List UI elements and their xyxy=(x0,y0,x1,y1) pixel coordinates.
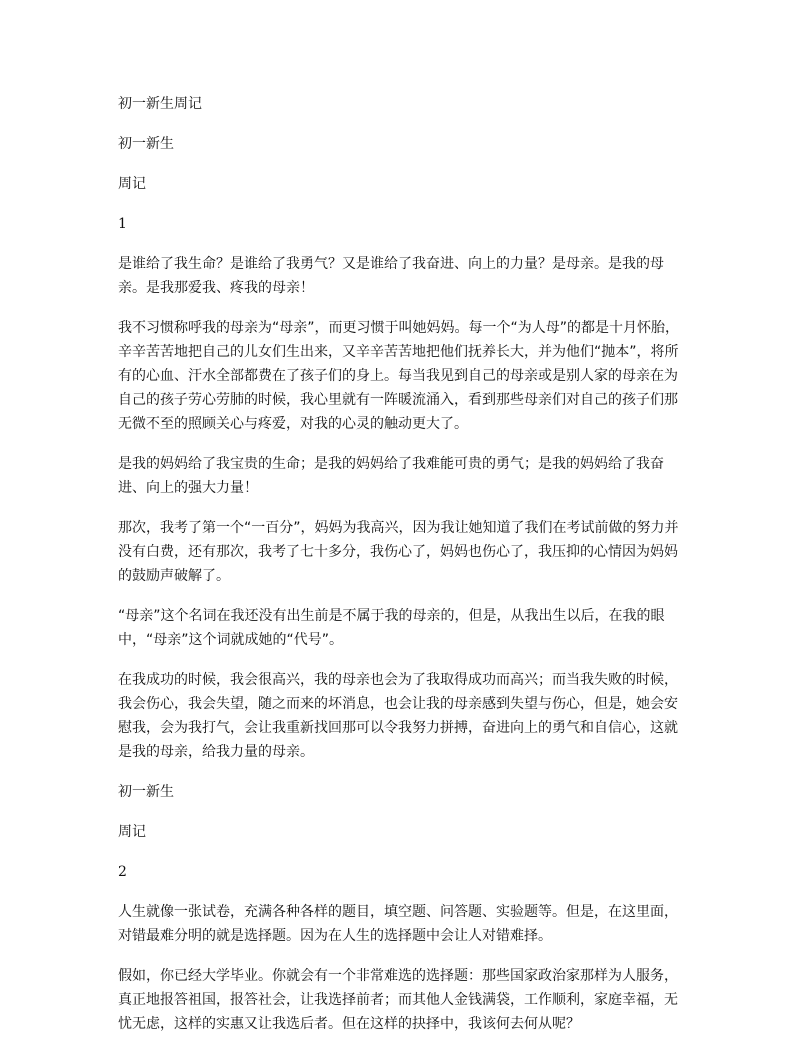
paragraph-2: 我不习惯称呼我的母亲为“母亲”，而更习惯于叫她妈妈。每一个“为人母”的都是十月怀胎，辛辛苦苦地把自己的儿女们生出来，又辛辛苦苦地把他们抚养长大，并为他们“抛本”，将所有的心血、汗水全部都费在了孩子们的身上。每当我见到自己的母亲或是别人家的母亲在为自己的孩子劳心劳肺的时候，我心里就有一阵暖流涌入，看到那些母亲们对自己的孩子们那无微不至的照顾关心与疼爱，对我的心灵的触动更大了。 xyxy=(118,320,680,432)
document-title: 初一新生周记 xyxy=(118,96,202,112)
paragraph-5: “母亲”这个名词在我还没有出生前是不属于我的母亲的，但是，从我出生以后，在我的眼中，“母亲”这个词就成她的“代号”。 xyxy=(118,608,665,648)
paragraph-8: 假如，你已经大学毕业。你就会有一个非常难选的选择题：那些国家政治家那样为人服务，真正地报答祖国，报答社会，让我选择前者；而其他人金钱满袋，工作顺利，家庭幸福，无忧无虑，这样的实惠又让我选后者。但在这样的抉择中，我该何去何从呢？ xyxy=(118,968,678,1032)
section-number-2: 2 xyxy=(118,864,127,880)
section-subheading: 周记 xyxy=(118,176,146,192)
paragraph-4: 那次，我考了第一个“一百分”，妈妈为我高兴，因为我让她知道了我们在考试前做的努力并没有白费，还有那次，我考了七十多分，我伤心了，妈妈也伤心了，我压抑的心情因为妈妈的鼓励声破解了。 xyxy=(118,520,679,584)
paragraph-7: 人生就像一张试卷，充满各种各样的题目，填空题、问答题、实验题等。但是，在这里面，对错最难分明的就是选择题。因为在人生的选择题中会让人对错难择。 xyxy=(118,904,678,944)
paragraph-6: 在我成功的时候，我会很高兴，我的母亲也会为了我取得成功而高兴；而当我失败的时候，我会伤心，我会失望，随之而来的坏消息，也会让我的母亲感到失望与伤心，但是，她会安慰我，会为我打气，会让我重新找回那可以令我努力拼搏，奋进向上的勇气和自信心，这就是我的母亲，给我力量的母亲。 xyxy=(118,672,678,760)
section-subheading-2: 周记 xyxy=(118,824,146,840)
section-heading-2: 初一新生 xyxy=(118,784,174,800)
paragraph-3: 是我的妈妈给了我宝贵的生命；是我的妈妈给了我难能可贵的勇气；是我的妈妈给了我奋进、向上的强大力量！ xyxy=(118,456,664,496)
section-heading: 初一新生 xyxy=(118,136,174,152)
document-body xyxy=(118,92,688,1052)
section-number: 1 xyxy=(118,216,127,232)
paragraph-1: 是谁给了我生命？是谁给了我勇气？又是谁给了我奋进、向上的力量？是母亲。是我的母亲。是我那爱我、疼我的母亲！ xyxy=(118,256,664,296)
